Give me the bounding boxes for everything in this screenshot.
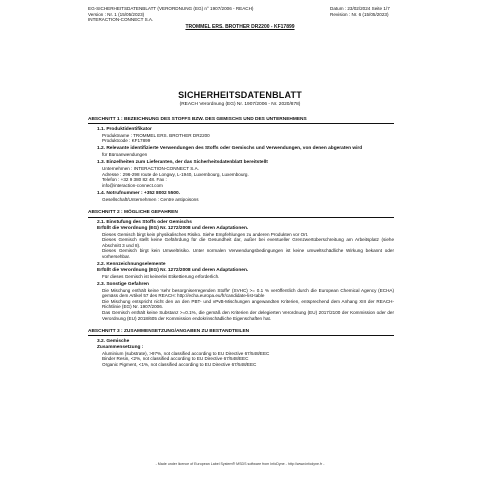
subsection-heading: 1.2. Relevante identifizierte Verwendungen des Stoffs oder Gemischs und Verwendungen, von denen abgeraten wird: [97, 146, 363, 152]
section-heading: ABSCHNITT 1 : BEZEICHNUNG DES STOFFS BZW. DES GEMISCHS UND DES UNTERNEHMENS: [88, 117, 394, 124]
body-text: für Büroanwendungen: [102, 152, 148, 158]
subsection-heading: 2.1. Einstufung des Stoffs oder Gemischs: [97, 220, 192, 226]
subsection-heading: Erfüllt die Verordnung (EG) Nr. 1272/2008 und deren Adaptationen.: [97, 225, 249, 231]
body-text: Organic Pigment, <1%, not classified according to EU Directive 67/548/EEC: [102, 361, 257, 367]
section-spacer: [88, 321, 394, 326]
body-text: Produktname : TROMMEL ERS. BROTHER DR2200: [102, 132, 210, 138]
footer-note: - Made under licence of European Label System® MSDS software from InfoDyne - http://www.infodyne.fr -: [155, 462, 325, 466]
body-text: Aluminium (substrate), >97%, not classified according to EU Directive 67/548/EEC: [102, 350, 270, 356]
body-text: Die Mischung enthält keine 'sehr besorgniserregenden Stoffe' (SVHC) >= 0.1 % veröffentlich durch die European Chemical Agency (ECHA) gemäss dem Artikel 57 des REACH: http://echa.europa.eu/fr/candidate-list-table: [102, 287, 394, 299]
header-version: Version : Nr. 1 (15/05/2023): [88, 11, 145, 17]
subsection-heading: 2.3. Sonstige Gefahren: [97, 281, 149, 287]
body-text: Unternehmen : INTERACTION-CONNECT S.A.: [102, 165, 199, 171]
page-title: SICHERHEITSDATENBLATT: [178, 90, 302, 100]
header-date-page: Datum : 23/02/2024 Seite 1/7: [330, 6, 390, 11]
body-text: Binder Resin, <2%, not classified according to EU Directive 67/548/EEC: [102, 356, 249, 362]
section-spacer: [88, 202, 394, 207]
body-text: Die Mischung entspricht nicht den an den PBT- und vPvB-Mischungen angewandten Kriterien, entsprechend dem Anhang XIII der REACH-Richtlinie (EG) Nr. 1907/2006.: [102, 298, 394, 310]
subsection-heading: 3.2. Gemische: [97, 338, 130, 344]
body-text: info@interaction-connect.com: [102, 182, 163, 188]
header-revision: Revision : Nr. 6 (15/05/2023): [330, 11, 389, 17]
section-heading: ABSCHNITT 2 : MÖGLICHE GEFAHREN: [88, 210, 394, 217]
subsection-heading: Erfüllt die Verordnung (EG) Nr. 1272/2008 und deren Adaptationen.: [97, 267, 249, 273]
section-heading: ABSCHNITT 3 : ZUSAMMENSETZUNG/ANGABEN ZU BESTANDTEILEN: [88, 329, 394, 336]
header-company: INTERACTION-CONNECT S.A.: [88, 17, 154, 23]
subsection-heading: Zusammensetzung :: [97, 344, 144, 350]
subsection-heading: 1.4. Notrufnummer : +352 8002 5500.: [97, 190, 181, 196]
subsection-heading: 2.2. Kennzeichnungselemente: [97, 262, 166, 268]
body-text: Dieses Gemisch birgt kein Umweltrisiko. Unter normalen Verwendungsbedingungen ist keine umweltschädliche Wirkung bekannt oder vorhersehbar.: [102, 248, 394, 259]
body-text: Adresse : 296-298 route de Longwy, L-1940, Luxembourg, Luxembourg.: [102, 171, 249, 177]
body-text: Dieses Gemisch stellt keine Gefährdung für die Gesundheit dar, außer bei eventueller Grenzwertüberschreitung am Arbeitsplatz (siehe Abschnitt 3 und 8).: [102, 237, 394, 248]
body-text: Das Gemisch enthält keine Substanz >=0.1%, die gemäß den Kriterien der delegierten Verordnung (EU) 2017/2100 der Kommission oder der Verordnung (EU) 2018/605 der Kommission endokrinschädliche Eigenschaften hat.: [102, 309, 394, 321]
body-text: Telefon : +32 9 380 82 48. Fax :: [102, 177, 167, 183]
product-title: TROMMEL ERS. BROTHER DR2200 - KF17899: [185, 24, 295, 30]
body-text: Für dieses Gemisch ist keinerlei Etikettierung erforderlich.: [102, 273, 220, 279]
body-text: Produktcode : KF17899: [102, 138, 151, 144]
body-text: Gesellschaft/Unternehmen : Centre antipoisons: [102, 196, 199, 202]
header-regulation: EG-SICHERHEITSDATENBLATT (VERORDNUNG (EG) n° 1907/2006 - REACH): [88, 6, 254, 11]
document-body: [88, 114, 394, 367]
page-subtitle: (REACH Verordnung (EG) Nr. 1907/2006 - Nr. 2020/878): [179, 102, 301, 107]
subsection-heading: 1.3. Einzelheiten zum Lieferanten, der das Sicherheitsdatenblatt bereitstellt: [97, 160, 268, 166]
header-left: [88, 6, 328, 23]
body-text: Dieses Gemisch birgt kein physikalisches Risiko. Siehe Empfehlungen zu anderen Produkten vor Ort.: [102, 231, 309, 237]
header-right: [330, 6, 450, 17]
subsection-heading: 1.1. Produktidentifikator: [97, 126, 152, 132]
